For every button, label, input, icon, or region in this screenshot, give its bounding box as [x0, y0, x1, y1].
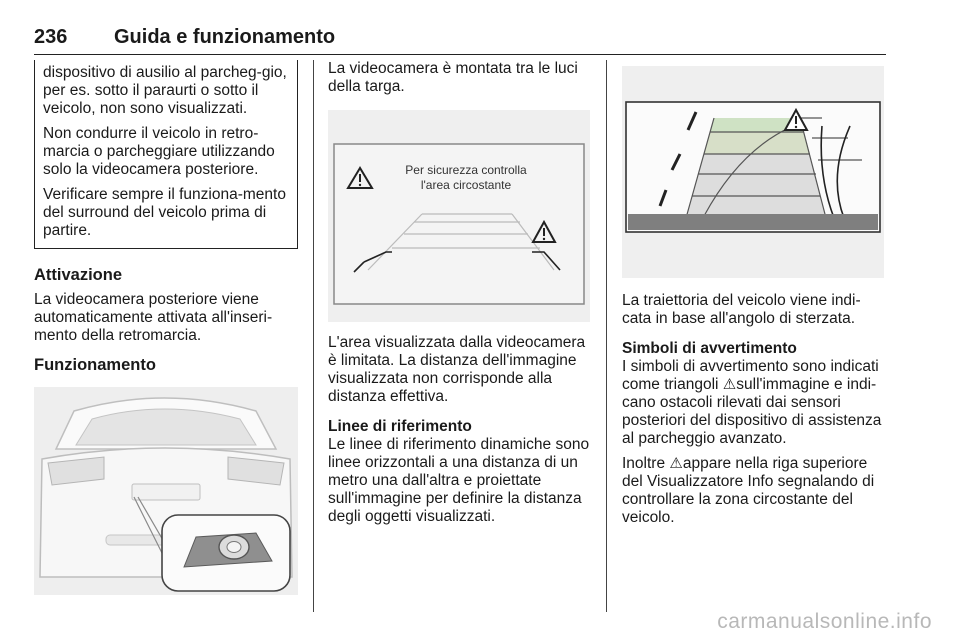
section-heading-simboli: Simboli di avvertimento [622, 340, 797, 357]
section-heading-attivazione: Attivazione [34, 266, 123, 284]
page-header [34, 26, 886, 55]
column-1 [34, 60, 298, 595]
warning-triangle-icon: ⚠ [722, 376, 737, 393]
simboli-text-before: I simboli di avvertimento sono indicati come triangoli [622, 358, 879, 393]
simboli-paragraph [622, 358, 888, 448]
warning-box [34, 60, 298, 249]
camera-display-illustration [328, 110, 590, 322]
page-number: 236 [34, 26, 68, 48]
traiettoria-text: La traiettoria del veicolo viene indi-cata in base all'angolo di sterzata. [622, 292, 861, 327]
warning-paragraph: Verificare sempre il funziona-mento del surround del veicolo prima di partire. [43, 186, 286, 239]
column-divider-right [606, 60, 607, 612]
display-message-line1: Per sicurezza controlla [405, 163, 527, 177]
simboli-text-after: sull'immagine e indi-cano ostacoli rilevati dai sensori posteriori del dispositivo di assistenza al parcheggio avanzato. [622, 376, 882, 447]
section-heading-funzionamento: Funzionamento [34, 356, 156, 374]
linee-text: Le linee di riferimento dinamiche sono linee orizzontali a una distanza di un metro una dall'altra e proiettate sull'immagine per definire la distanza degli oggetti visualizzati. [328, 436, 590, 525]
page-title: Guida e funzionamento [114, 26, 336, 48]
section-heading-linee: Linee di riferimento [328, 418, 472, 435]
warning-paragraph: Non condurre il veicolo in retro-marcia o parcheggiare utilizzando solo la videocamera posteriore. [43, 125, 275, 178]
camera-position-text: La videocamera è montata tra le luci della targa. [328, 60, 578, 95]
column-divider-left [313, 60, 314, 612]
display-message-line2: l'area circostante [420, 178, 512, 192]
watermark: carmanualsonline.info [717, 610, 932, 633]
inoltre-text-before: Inoltre [622, 455, 670, 472]
inoltre-paragraph [622, 455, 888, 527]
warning-paragraph: dispositivo di ausilio al parcheg-gio, per es. sotto il paraurti o sotto il veicolo, non sono visualizzati. [43, 64, 287, 117]
area-text: L'area visualizzata dalla videocamera è limitata. La distanza dell'immagine visualizzata non corrisponde alla distanza effettiva. [328, 334, 586, 405]
rear-camera-location-illustration [34, 387, 298, 595]
inoltre-text-after: appare nella riga superiore del Visualizzatore Info segnalando di controllare la zona circostante del veicolo. [622, 455, 875, 526]
vehicle-trajectory-illustration [622, 66, 884, 278]
column-2 [328, 60, 590, 526]
warning-triangle-icon: ⚠ [669, 455, 683, 472]
column-3 [622, 60, 888, 527]
attivazione-text: La videocamera posteriore viene automaticamente attivata all'inseri-mento della retromarcia. [34, 291, 273, 344]
